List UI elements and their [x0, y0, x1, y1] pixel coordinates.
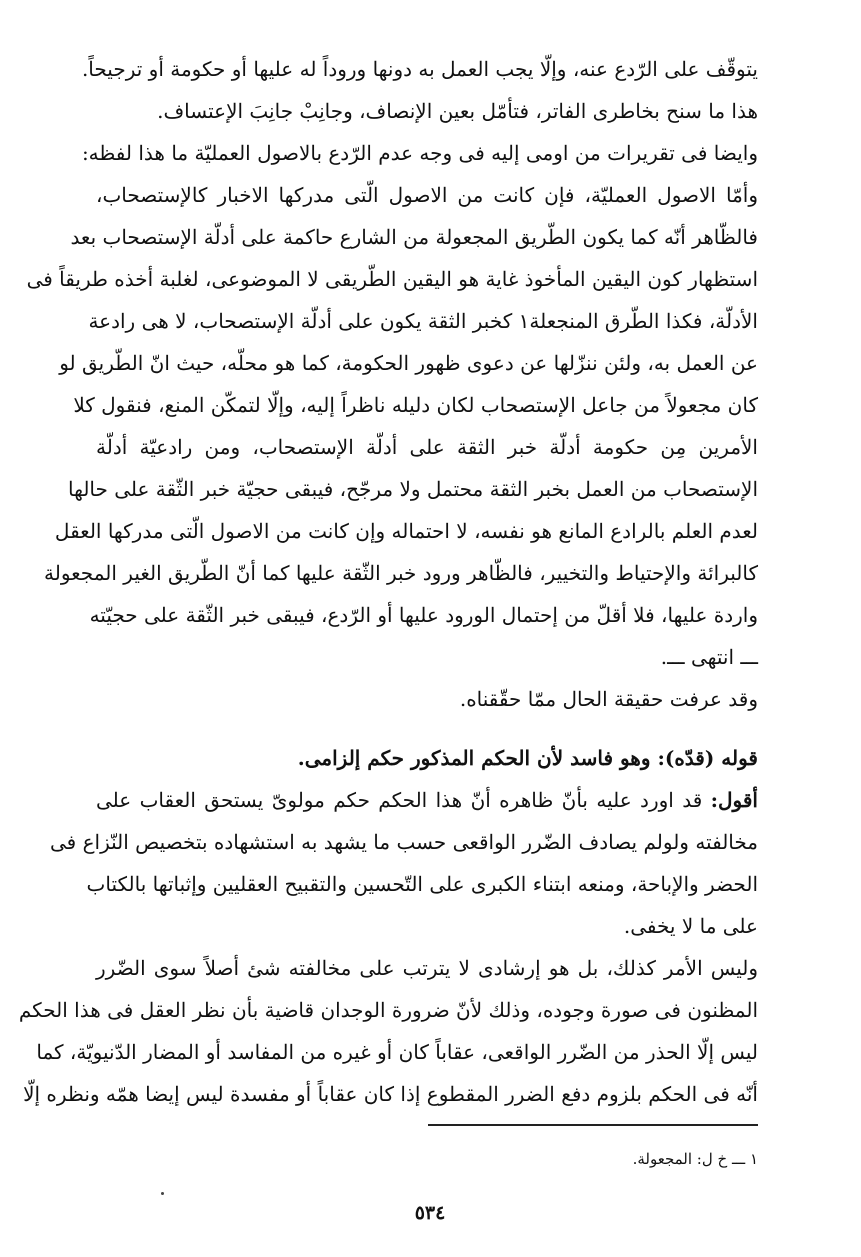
- text-line: استظهار كون اليقين المأخوذ غاية هو اليقين الطّريقى لا الموضوعى، لغلبة أخذه طريقاً فى: [26, 267, 758, 291]
- text-line: كان مجعولاً من جاعل الإستصحاب لكان دليله ناظراً إليه، وإلّا لتمكّن المنع، فنقول كلا: [73, 393, 758, 417]
- text-line: الإستصحاب من العمل بخبر الثقة محتمل ولا مرجّح، فيبقى حجيّة خبر الثّقة على حالها: [68, 477, 758, 501]
- text-line: على ما لا يخفى.: [623, 914, 758, 938]
- text-line: واردة عليها، فلا أقلّ من إحتمال الورود عليها أو الرّدع، فيبقى خبر الثّقة على حجيّته: [89, 603, 758, 627]
- text-line: وايضا فى تقريرات من اومى إليه فى وجه عدم الرّدع بالاصول العمليّة ما هذا لفظه:: [81, 141, 758, 165]
- text-line: ـــ انتهى ـــ.: [660, 645, 758, 669]
- text-line: ليس إلّا الحذر من الضّرر الواقعى، عقاباً كان أو غيره من المفاسد أو المضار الدّنيويّة، كما: [36, 1040, 758, 1064]
- print-speck: [161, 1192, 164, 1195]
- text-line: وأمّا الاصول العمليّة، فإن كانت من الاصول الّتى مدركها الاخبار كالإستصحاب،: [96, 183, 759, 207]
- text-line: وقد عرفت حقيقة الحال ممّا حقّقناه.: [459, 687, 758, 711]
- text-line: المظنون فى صورة وجوده، وذلك لأنّ ضرورة الوجدان قاضية بأن نظر العقل فى هذا الحكم: [18, 998, 758, 1022]
- commentary-section: [18, 737, 758, 1115]
- text-line: فالظّاهر أنّه كما يكون الطّريق المجعولة من الشارع حاكمة على أدلّة الإستصحاب بعد: [70, 225, 758, 249]
- text-line: عن العمل به، ولئن ننزّلها عن دعوى ظهور الحكومة، كما هو محلّه، حيث انّ الطّريق لو: [59, 351, 758, 375]
- text-line: يتوقّف على الرّدع عنه، وإلّا يجب العمل به دونها وروداً له عليها أو حكومة أو ترجيحاً.: [81, 57, 758, 81]
- text-line: مخالفته ولولم يصادف الضّرر الواقعى حسب ما يشهد به استشهاده بتخصيص النّزاع فى: [50, 830, 758, 854]
- text-line: وليس الأمر كذلك، بل هو إرشادى لا يترتب على مخالفته شئ أصلاً سوى الضّرر: [96, 956, 758, 980]
- footnote: ١ ـــ خ ل: المجعولة.: [632, 1150, 758, 1168]
- text-line: الأدلّة، فكذا الطّرق المنجعلة١ كخبر الثقة يكون على أدلّة الإستصحاب، لا هى رادعة: [88, 309, 758, 333]
- footnote-divider: [428, 1124, 758, 1126]
- text-line: لعدم العلم بالرادع المانع هو نفسه، لا احتماله وإن كانت من الاصول الّتى مدركها العقل: [54, 519, 758, 543]
- page-number: ٥٣٤: [414, 1202, 446, 1224]
- section-heading: قوله (قدّه): وهو فاسد لأن الحكم المذكور حكم إلزامى.: [297, 746, 758, 770]
- main-text-block: [26, 48, 759, 720]
- first-word: أقول:: [710, 788, 758, 812]
- text-line: [96, 779, 758, 821]
- text-line: الحضر والإباحة، ومنعه ابتناء الكبرى على التّحسين والتقبيح العقليين وإثباتها بالكتاب: [86, 872, 758, 896]
- text-line: أنّه فى الحكم بلزوم دفع الضرر المقطوع إذا كان عقاباً أو مفسدة ليس إيضا همّه ونظره إلّا: [23, 1082, 758, 1106]
- first-line-rest: قد اورد عليه بأنّ ظاهره أنّ هذا الحكم حكم مولوىّ يستحق العقاب على: [96, 788, 711, 812]
- text-line: كالبرائة والإحتياط والتخيير، فالظّاهر ورود خبر الثّقة عليها كما أنّ الطّريق الغير المجعولة: [44, 561, 758, 585]
- text-line: الأمرين مِن حكومة أدلّة خبر الثقة على أدلّة الإستصحاب، ومن رادعيّة أدلّة: [96, 435, 758, 459]
- text-line: هذا ما سنح بخاطرى الفاتر، فتأمّل بعين الإنصاف، وجانِبْ جانِبَ الإعتساف.: [157, 99, 758, 123]
